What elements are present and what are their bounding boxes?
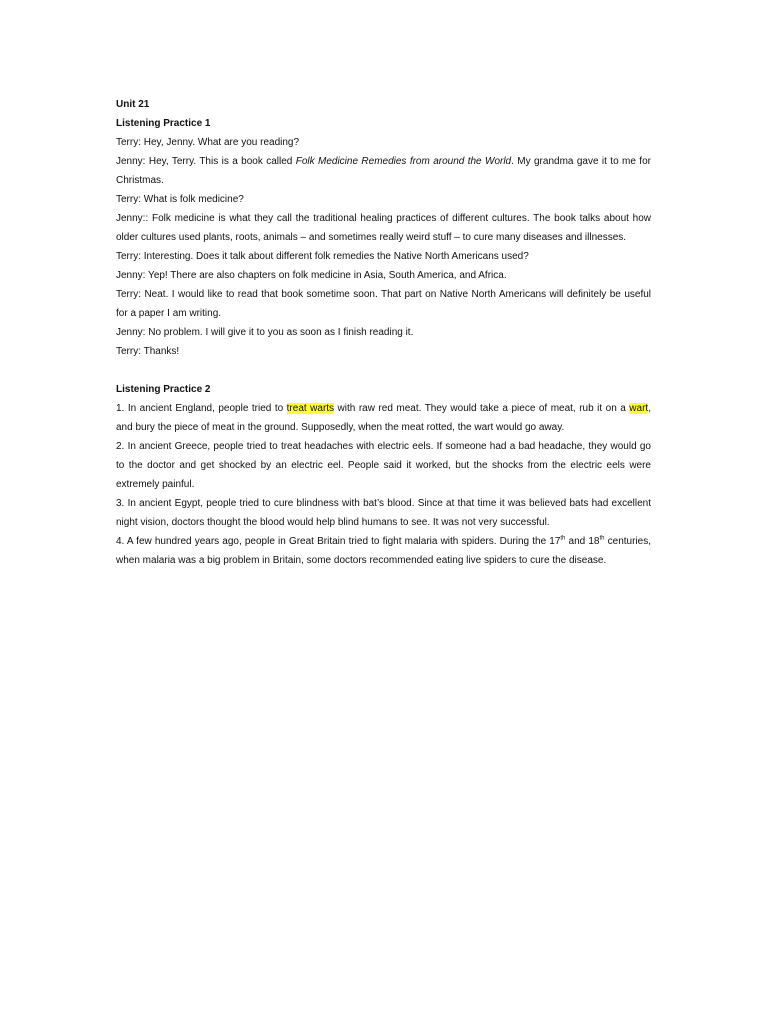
unit-title: Unit 21 — [116, 99, 150, 110]
list-item: 1. In ancient England, people tried to treat warts with raw red meat. They would take a piece of meat, rub it on a wart, and bury the piece of meat in the ground. Supposedly, when the meat rotted, the wart would go away. — [116, 403, 651, 433]
dialogue-line: Jenny: No problem. I will give it to you as soon as I finish reading it. — [116, 327, 414, 338]
dialogue-line: Terry: Hey, Jenny. What are you reading? — [116, 137, 300, 148]
dialogue-line: Jenny: Yep! There are also chapters on folk medicine in Asia, South America, and Africa. — [116, 270, 507, 281]
list-item: 4. A few hundred years ago, people in Great Britain tried to fight malaria with spiders. During the 17th and 18th centuries, when malaria was a big problem in Britain, some doctors recommended eating live spiders to cure the disease. — [116, 535, 651, 566]
dialogue-line: Jenny: Hey, Terry. This is a book called Folk Medicine Remedies from around the World. My grandma gave it to me for Christmas. — [116, 156, 651, 186]
dialogue-line: Terry: Interesting. Does it talk about different folk remedies the Native North Americans used? — [116, 251, 529, 262]
dialogue-line: Terry: Neat. I would like to read that book sometime soon. That part on Native North Americans will definitely be useful for a paper I am writing. — [116, 289, 651, 319]
dialogue-line: Jenny:: Folk medicine is what they call the traditional healing practices of different cultures. The book talks about how older cultures used plants, roots, animals – and sometimes really weird stuff – to cure many diseases and illnesses. — [116, 213, 651, 243]
dialogue-line: Terry: Thanks! — [116, 346, 180, 357]
list-item: 3. In ancient Egypt, people tried to cure blindness with bat’s blood. Since at that time it was believed bats had excellent night vision, doctors thought the blood would help blind humans to see. It was not very successful. — [116, 498, 651, 528]
practice-1-heading: Listening Practice 1 — [116, 118, 211, 129]
superscript: th — [560, 535, 566, 542]
dialogue-line: Terry: What is folk medicine? — [116, 194, 244, 205]
document-page — [116, 95, 651, 570]
book-title: Folk Medicine Remedies from around the World — [295, 156, 512, 167]
practice-2-heading: Listening Practice 2 — [116, 384, 211, 395]
highlighted-text: treat warts — [286, 403, 335, 414]
superscript: th — [599, 535, 605, 542]
list-item: 2. In ancient Greece, people tried to treat headaches with electric eels. If someone had a bad headache, they would go to the doctor and get shocked by an electric eel. People said it worked, but the shocks from the electric eels were extremely painful. — [116, 441, 651, 490]
highlighted-text: wart — [629, 403, 649, 414]
section-spacer — [116, 361, 651, 380]
